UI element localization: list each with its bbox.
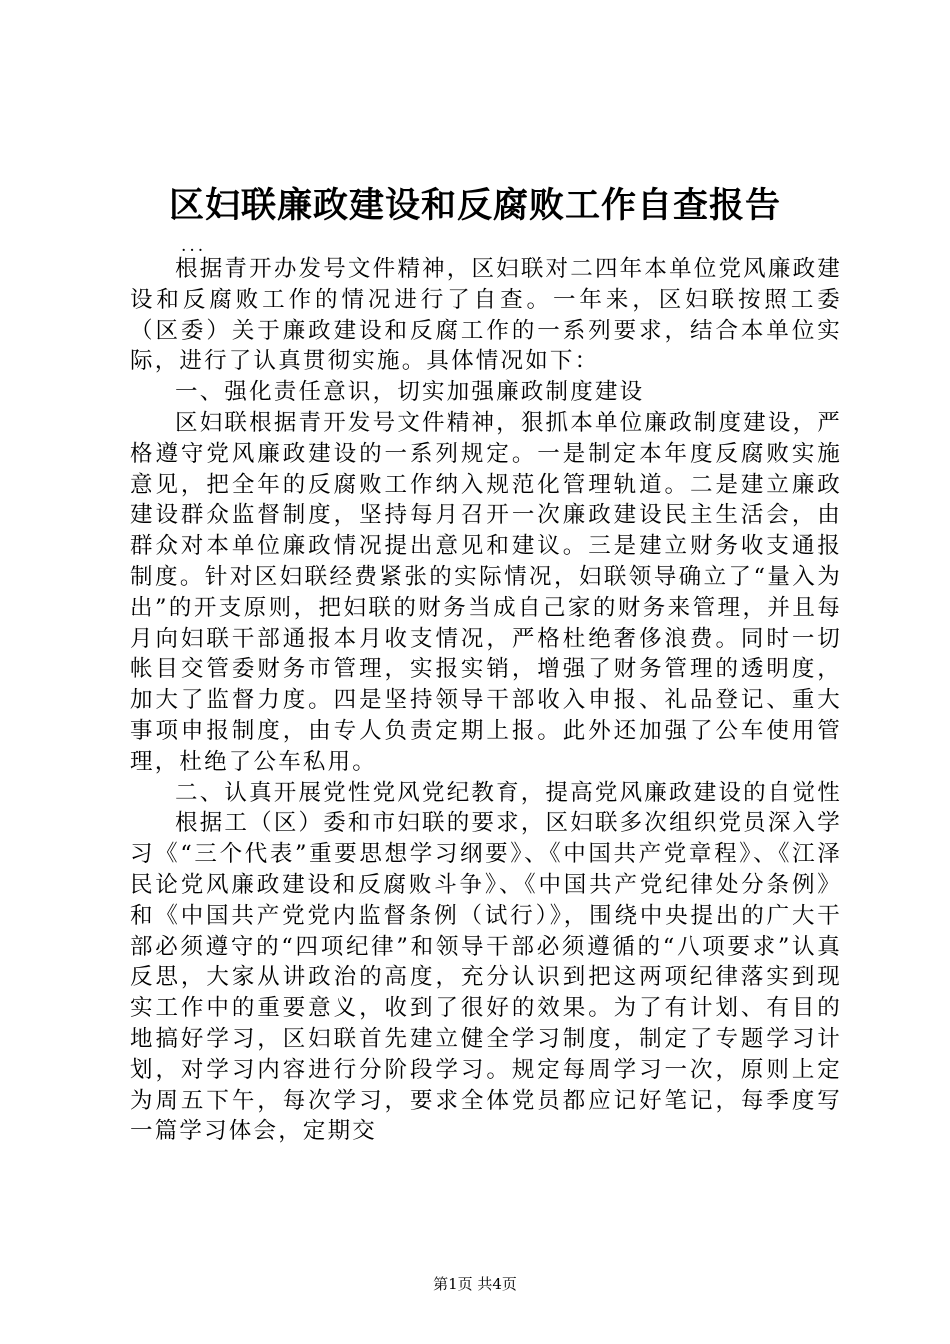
- paragraph-section-1: 区妇联根据青开发号文件精神，狠抓本单位廉政制度建设，严格遵守党风廉政建设的一系列规定。一是制定本年度反腐败实施意见，把全年的反腐败工作纳入规范化管理轨道。二是建立廉政建设群众监督制度，坚持每月召开一次廉政建设民主生活会，由群众对本单位廉政情况提出意见和建议。三是建立财务收支通报制度。针对区妇联经费紧张的实际情况，妇联领导确立了“量入为出”的开支原则，把妇联的财务当成自己家的财务来管理，并且每月向妇联干部通报本月收支情况，严格杜绝奢侈浪费。同时一切帐目交管委财务市管理，实报实销，增强了财务管理的透明度，加大了监督力度。四是坚持领导干部收入申报、礼品登记、重大事项申报制度，由专人负责定期上报。此外还加强了公车使用管理，杜绝了公车私用。: [130, 409, 842, 775]
- section-heading-1: 一、强化责任意识，切实加强廉政制度建设: [175, 379, 645, 406]
- ellipsis-mark: ...: [181, 236, 207, 256]
- page-footer: 第1页 共4页: [433, 1275, 517, 1293]
- paragraph-intro: 根据青开办发号文件精神，区妇联对二四年本单位党风廉政建设和反腐败工作的情况进行了自查。一年来，区妇联按照工委（区委）关于廉政建设和反腐工作的一系列要求，结合本单位实际，进行了认真贯彻实施。具体情况如下：: [130, 256, 842, 375]
- document-title: 区妇联廉政建设和反腐败工作自查报告: [168, 185, 781, 226]
- section-heading-2: 二、认真开展党性党风党纪教育，提高党风廉政建设的自觉性: [175, 779, 842, 806]
- paragraph-section-2: 根据工（区）委和市妇联的要求，区妇联多次组织党员深入学习《“三个代表”重要思想学习纲要》、《中国共产党章程》、《江泽民论党风廉政建设和反腐败斗争》、《中国共产党纪律处分条例》和《中国共产党党内监督条例（试行）》，围绕中央提出的广大干部必须遵守的“四项纪律”和领导干部必须遵循的“八项要求”认真反思，大家从讲政治的高度，充分认识到把这两项纪律落实到现实工作中的重要意义，收到了很好的效果。为了有计划、有目的地搞好学习，区妇联首先建立健全学习制度，制定了专题学习计划，对学习内容进行分阶段学习。规定每周学习一次，原则上定为周五下午，每次学习，要求全体党员都应记好笔记，每季度写一篇学习体会，定期交: [130, 810, 842, 1145]
- document-body: [130, 254, 842, 1147]
